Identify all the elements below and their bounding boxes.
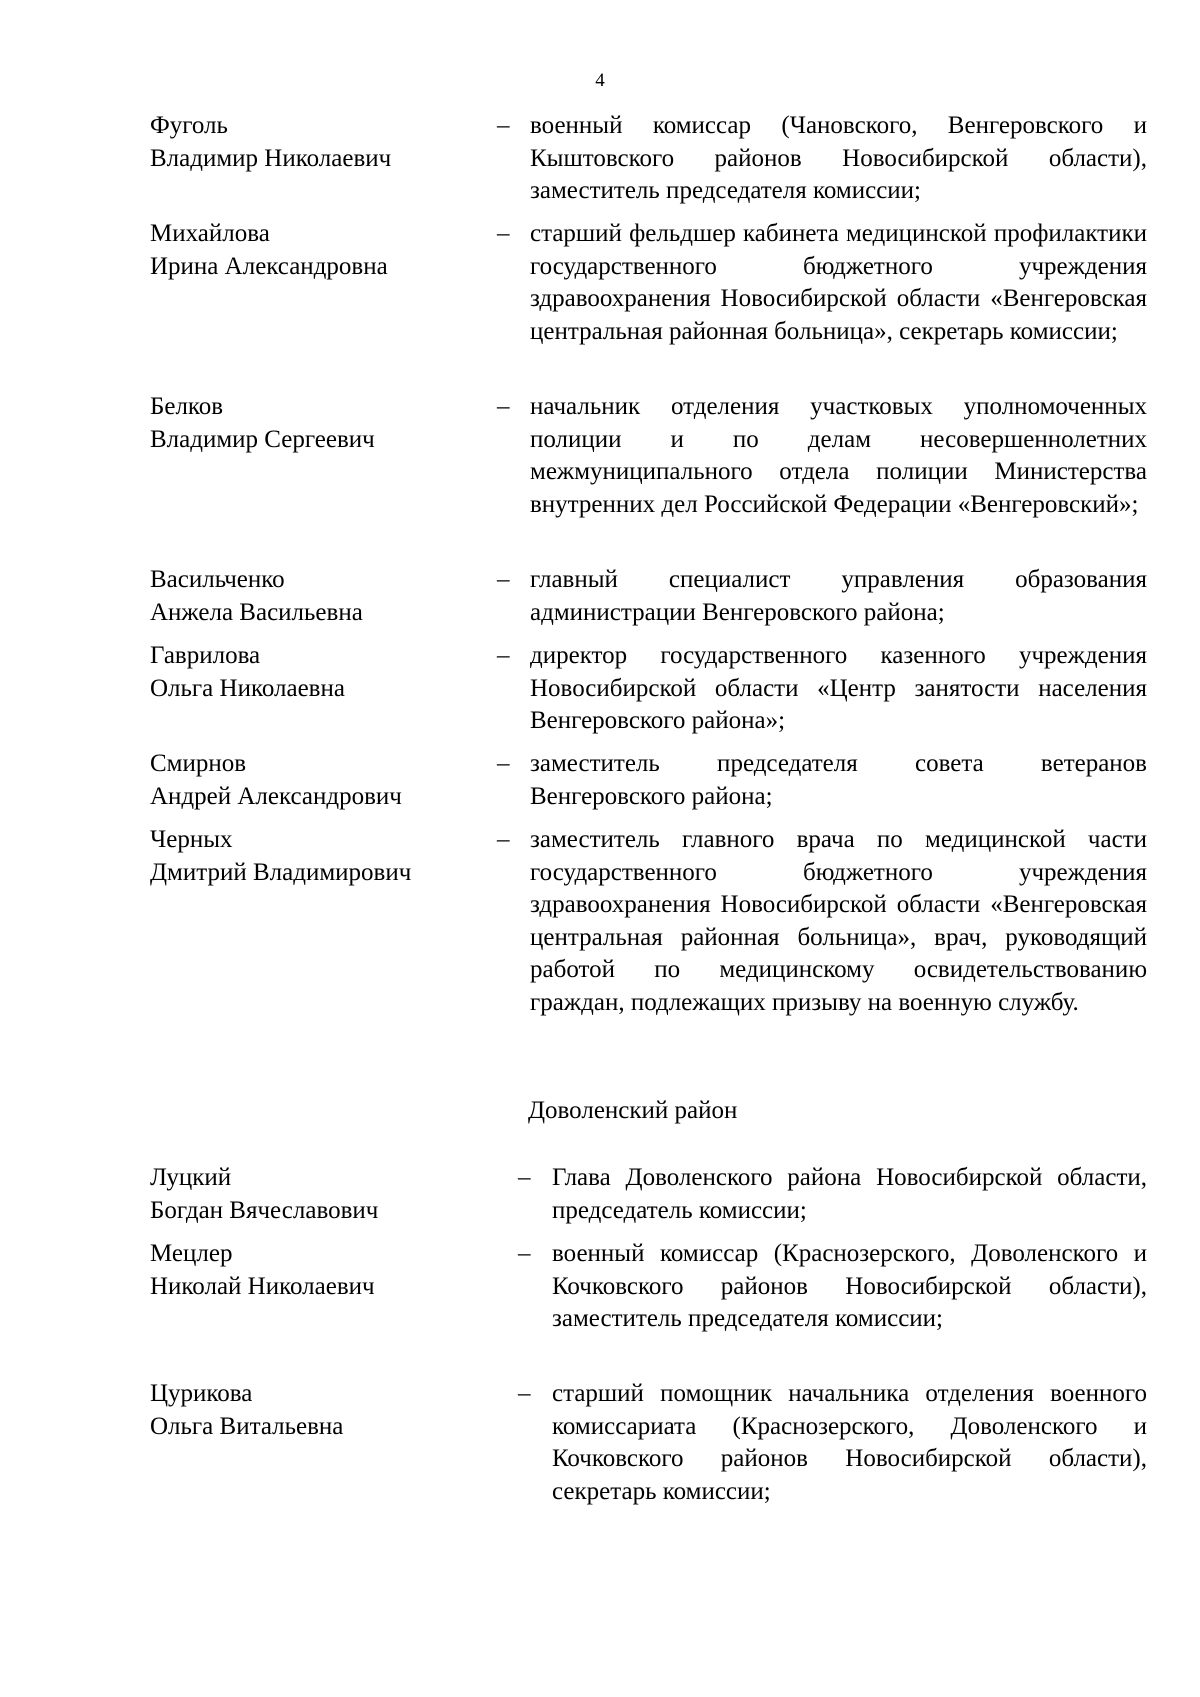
member-position: директор государственного казенного учреждения Новосибирской области «Центр занятости населения Венгеровского района»;: [530, 642, 1147, 734]
member-given-names: Ольга Витальевна: [150, 1412, 344, 1440]
page-number: 4: [595, 70, 605, 91]
member-surname: Черных: [150, 826, 233, 853]
member-surname: Мецлер: [150, 1240, 233, 1267]
member-surname: Смирнов: [150, 750, 247, 777]
member-position: старший фельдшер кабинета медицинской профилактики государственного бюджетного учреждения здравоохранения Новосибирской области «Венгеровская центральная районная больница», секретарь комиссии;: [530, 220, 1147, 345]
member-position: старший помощник начальника отделения военного комиссариата (Краснозерского, Доволенского и Кочковского районов Новосибирской области), секретарь комиссии;: [552, 1380, 1147, 1505]
member-surname: Михайлова: [150, 220, 270, 247]
dash-separator: –: [497, 642, 510, 669]
member-name: [150, 218, 470, 283]
member-position: заместитель главного врача по медицинской части государственного бюджетного учреждения здравоохранения Новосибирской области «Венгеровская центральная районная больница», врач, руководящий работой по медицинскому освидетельствованию граждан, подлежащих призыву на военную службу.: [530, 826, 1147, 1016]
dash-separator: –: [518, 1164, 531, 1191]
member-position: главный специалист управления образования администрации Венгеровского района;: [530, 566, 1147, 626]
dash-separator: –: [497, 750, 510, 777]
dash-separator: –: [497, 112, 510, 139]
member-given-names: Анжела Васильевна: [150, 598, 363, 626]
member-given-names: Ольга Николаевна: [150, 674, 345, 702]
member-name: [150, 640, 470, 705]
member-position: Глава Доволенского района Новосибирской области, председатель комиссии;: [552, 1164, 1147, 1224]
dash-separator: –: [518, 1380, 531, 1407]
member-name: [150, 1162, 470, 1227]
member-position: заместитель председателя совета ветеранов Венгеровского района;: [530, 750, 1147, 810]
member-given-names: Владимир Сергеевич: [150, 425, 375, 453]
member-surname: Гаврилова: [150, 642, 261, 669]
dash-separator: –: [497, 826, 510, 853]
member-name: [150, 110, 470, 175]
dash-separator: –: [518, 1240, 531, 1267]
member-name: [150, 1238, 470, 1303]
member-given-names: Ирина Александровна: [150, 252, 388, 280]
member-given-names: Николай Николаевич: [150, 1272, 375, 1300]
dash-separator: –: [497, 393, 510, 420]
dash-separator: –: [497, 566, 510, 593]
member-name: [150, 564, 470, 629]
member-given-names: Дмитрий Владимирович: [150, 858, 412, 886]
member-surname: Белков: [150, 393, 224, 420]
member-name: [150, 824, 470, 889]
member-surname: Цурикова: [150, 1380, 253, 1407]
member-position: начальник отделения участковых уполномоченных полиции и по делам несовершеннолетних межмуниципального отдела полиции Министерства внутренних дел Российской Федерации «Венгеровский»;: [530, 393, 1147, 518]
member-given-names: Андрей Александрович: [150, 782, 402, 810]
member-given-names: Богдан Вячеславович: [150, 1196, 379, 1224]
member-surname: Фуголь: [150, 112, 228, 139]
district-heading: Доволенский район: [528, 1097, 738, 1124]
member-surname: Васильченко: [150, 566, 285, 593]
dash-separator: –: [497, 220, 510, 247]
member-surname: Луцкий: [150, 1164, 232, 1191]
member-given-names: Владимир Николаевич: [150, 144, 392, 172]
member-name: [150, 1378, 470, 1443]
member-position: военный комиссар (Краснозерского, Доволенского и Кочковского районов Новосибирской области), заместитель председателя комиссии;: [552, 1240, 1147, 1332]
member-name: [150, 391, 470, 456]
member-position: военный комиссар (Чановского, Венгеровского и Кыштовского районов Новосибирской области), заместитель председателя комиссии;: [530, 112, 1147, 204]
member-name: [150, 748, 470, 813]
